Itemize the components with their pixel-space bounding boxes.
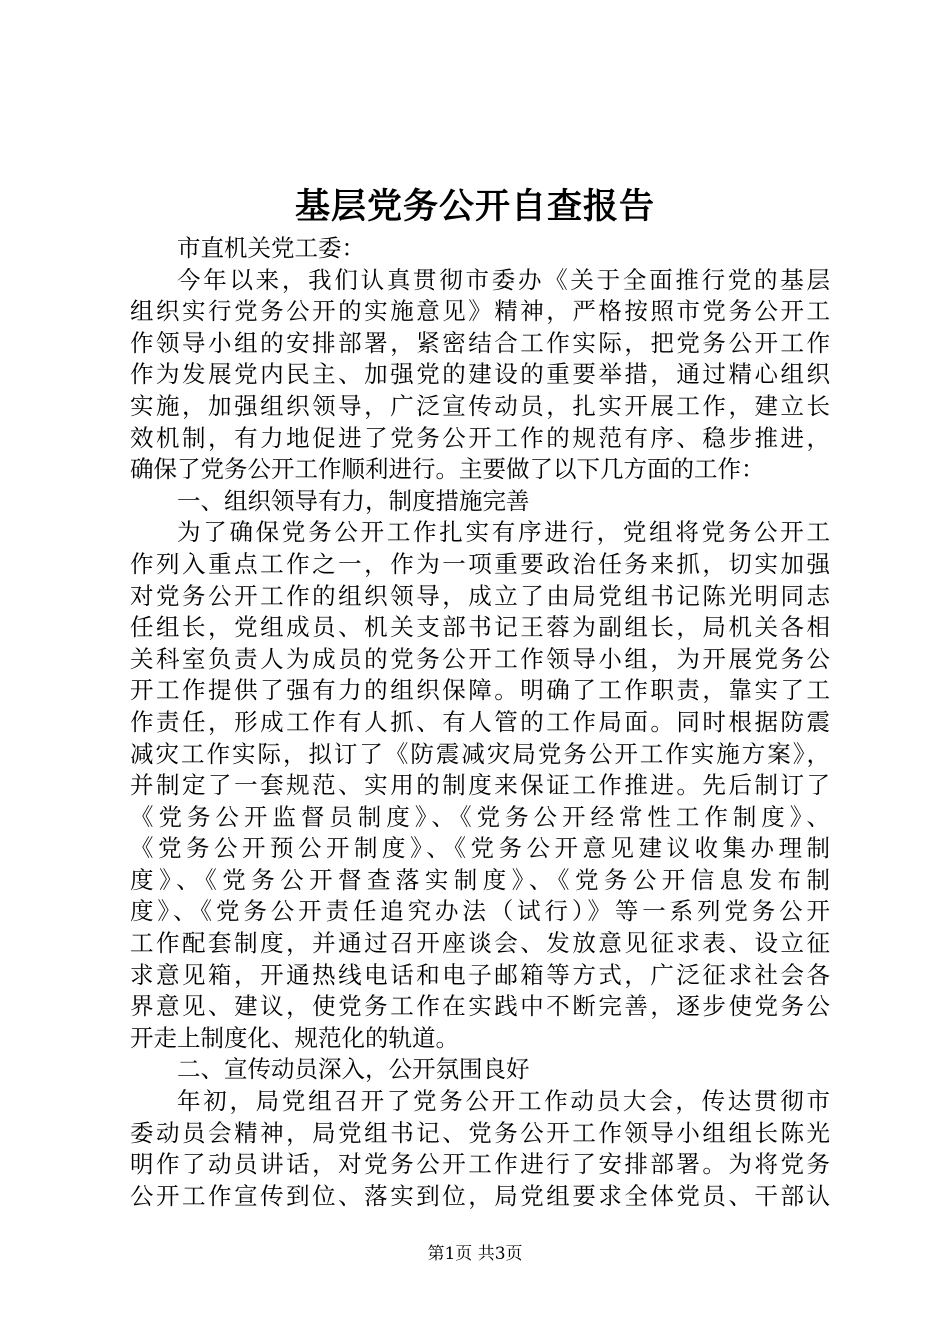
body-text-line: 开走上制度化、规范化的轨道。 [130, 1023, 459, 1052]
body-text-line: 今年以来，我们认真贯彻市委办《关于全面推行党的基层 [177, 265, 830, 294]
body-text-line: 求意见箱，开通热线电话和电子邮箱等方式，广泛征求社会各 [130, 960, 830, 989]
body-text-line: 二、宣传动员深入，公开氛围良好 [177, 1055, 530, 1084]
body-text-line: 开工作提供了强有力的组织保障。明确了工作职责，靠实了工 [130, 676, 830, 705]
body-text-line: 任组长，党组成员、机关支部书记王蓉为副组长，局机关各相 [130, 613, 830, 642]
body-text-line: 确保了党务公开工作顺利进行。主要做了以下几方面的工作： [130, 455, 765, 484]
body-text-line: 年初，局党组召开了党务公开工作动员大会，传达贯彻市 [177, 1087, 830, 1116]
body-text-line: 关科室负责人为成员的党务公开工作领导小组，为开展党务公 [130, 644, 830, 673]
body-text-line: 实施，加强组织领导，广泛宣传动员，扎实开展工作，建立长 [130, 391, 830, 420]
body-text-line: 度》、《党务公开责任追究办法（试行）》等一系列党务公开 [130, 897, 830, 926]
body-text-line: 减灾工作实际，拟订了《防震减灾局党务公开工作实施方案》， [130, 739, 830, 768]
body-text-line: 度》、《党务公开督查落实制度》、《党务公开信息发布制 [130, 865, 830, 894]
body-text-line: 作列入重点工作之一，作为一项重要政治任务来抓，切实加强 [130, 549, 830, 578]
body-text-line: 对党务公开工作的组织领导，成立了由局党组书记陈光明同志 [130, 581, 830, 610]
body-text-line: 委动员会精神，局党组书记、党务公开工作领导小组组长陈光 [130, 1118, 830, 1147]
body-text-line: 作为发展党内民主、加强党的建设的重要举措，通过精心组织 [130, 360, 830, 389]
body-text-line: 工作配套制度，并通过召开座谈会、发放意见征求表、设立征 [130, 929, 830, 958]
body-text-line: 作责任，形成工作有人抓、有人管的工作局面。同时根据防震 [130, 707, 830, 736]
document-title: 基层党务公开自查报告 [294, 186, 655, 227]
body-text-line: 市直机关党工委： [177, 234, 365, 262]
body-text-line: 并制定了一套规范、实用的制度来保证工作推进。先后制订了 [130, 771, 830, 800]
body-text-line: 效机制，有力地促进了党务公开工作的规范有序、稳步推进， [130, 423, 830, 452]
body-text-line: 界意见、建议，使党务工作在实践中不断完善，逐步使党务公 [130, 992, 830, 1021]
body-text-line: 《党务公开预公开制度》、《党务公开意见建议收集办理制 [130, 834, 830, 863]
page-footer: 第1页 共3页 [427, 1244, 523, 1264]
body-text-line: 公开工作宣传到位、落实到位，局党组要求全体党员、干部认 [130, 1181, 830, 1210]
body-text-line: 作领导小组的安排部署，紧密结合工作实际，把党务公开工作 [130, 328, 830, 357]
body-text-line: 明作了动员讲话，对党务公开工作进行了安排部署。为将党务 [130, 1150, 830, 1179]
body-text-line: 《党务公开监督员制度》、《党务公开经常性工作制度》、 [130, 802, 830, 831]
body-text-line: 组织实行党务公开的实施意见》精神，严格按照市党务公开工 [130, 297, 830, 326]
body-text-line: 为了确保党务公开工作扎实有序进行，党组将党务公开工 [177, 518, 830, 547]
document-body [130, 233, 830, 1212]
body-text-line: 一、组织领导有力，制度措施完善 [177, 486, 530, 515]
